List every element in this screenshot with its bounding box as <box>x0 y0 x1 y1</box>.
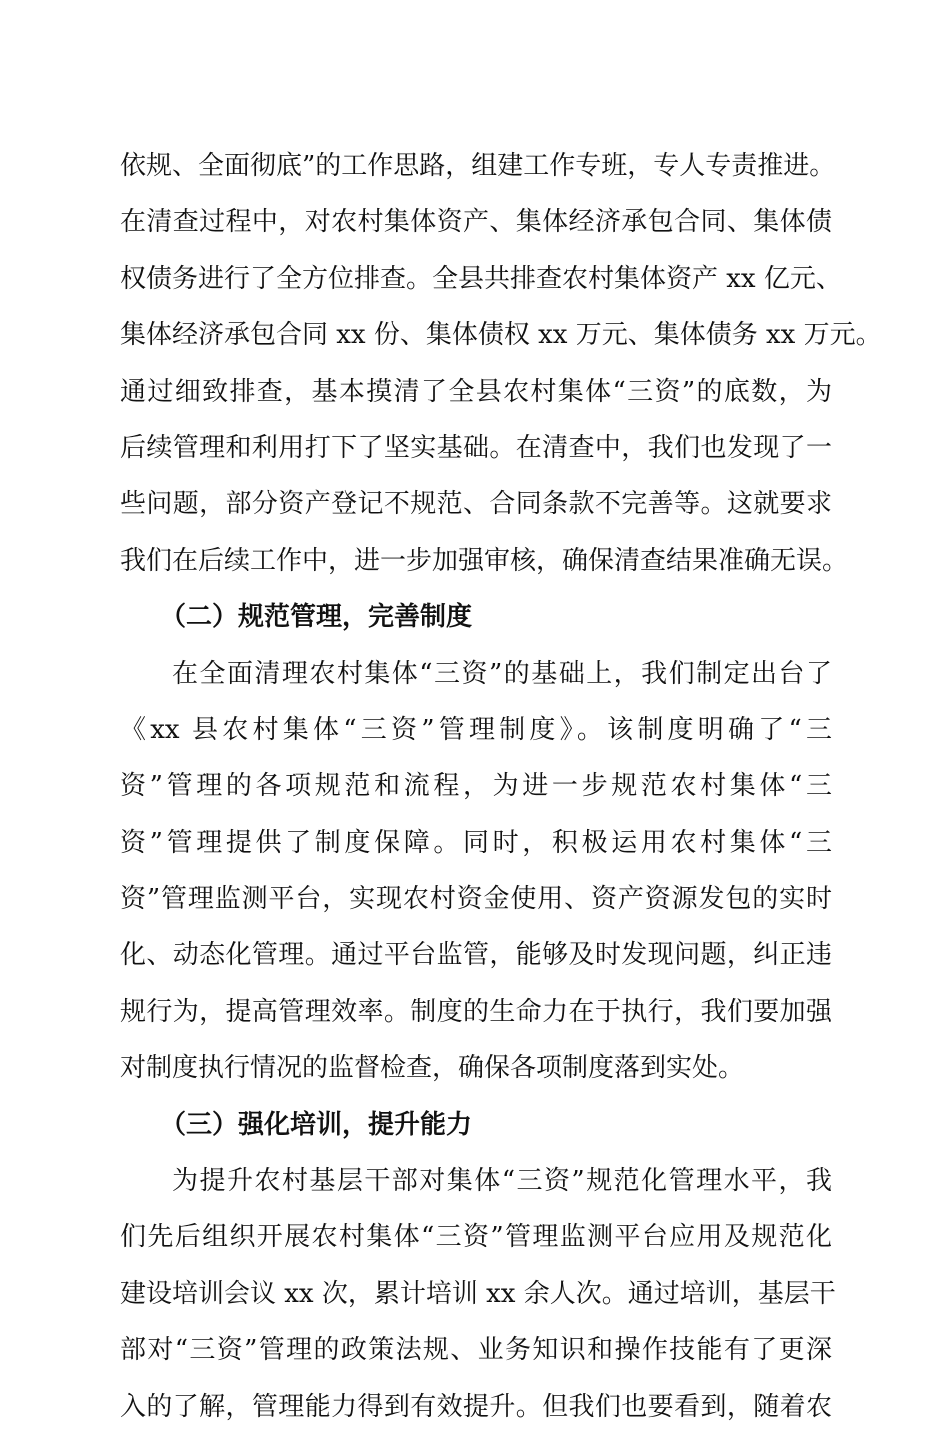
section-2 <box>120 589 832 1097</box>
paragraph-line: 为提升农村基层干部对集体“三资”规范化管理水平，我 <box>172 1166 832 1197</box>
section-3 <box>120 1097 836 1435</box>
section-heading: （二）规范管理，完善制度 <box>160 602 473 633</box>
paragraph-line: 建设培训会议 xx 次，累计培训 xx 余人次。通过培训，基层干 <box>120 1278 836 1309</box>
paragraph-line: 在清查过程中，对农村集体资产、集体经济承包合同、集体债 <box>120 207 832 238</box>
paragraph-line: 入的了解，管理能力得到有效提升。但我们也要看到，随着农 <box>120 1391 832 1422</box>
paragraph-line: 资”管理监测平台，实现农村资金使用、资产资源发包的实时 <box>120 884 832 915</box>
paragraph-line: 集体经济承包合同 xx 份、集体债权 xx 万元、集体债务 xx 万元。 <box>120 320 882 351</box>
paragraph-line: 权债务进行了全方位排查。全县共排查农村集体资产 xx 亿元、 <box>120 263 842 294</box>
paragraph-line: 部对“三资”管理的政策法规、业务知识和操作技能有了更深 <box>120 1335 832 1366</box>
paragraph-line: 们先后组织开展农村集体“三资”管理监测平台应用及规范化 <box>120 1222 832 1253</box>
section-heading: （三）强化培训，提升能力 <box>160 1109 473 1140</box>
paragraph-line: 资”管理提供了制度保障。同时，积极运用农村集体“三 <box>120 827 832 858</box>
paragraph-line: 些问题，部分资产登记不规范、合同条款不完善等。这就要求 <box>120 489 832 520</box>
document-body <box>120 138 882 1435</box>
paragraph-line: 资”管理的各项规范和流程，为进一步规范农村集体“三 <box>120 771 832 802</box>
paragraph-line: 对制度执行情况的监督检查，确保各项制度落到实处。 <box>120 1053 745 1084</box>
paragraph-line: 通过细致排查，基本摸清了全县农村集体“三资”的底数，为 <box>120 376 832 407</box>
section-1 <box>120 138 882 589</box>
paragraph-line: 规行为，提高管理效率。制度的生命力在于执行，我们要加强 <box>120 996 832 1027</box>
paragraph-line: 我们在后续工作中，进一步加强审核，确保清查结果准确无误。 <box>120 545 849 576</box>
paragraph-line: 依规、全面彻底”的工作思路，组建工作专班，专人专责推进。 <box>120 151 836 181</box>
paragraph-line: 《xx 县农村集体“三资”管理制度》。该制度明确了“三 <box>120 714 832 745</box>
paragraph-line: 化、动态化管理。通过平台监管，能够及时发现问题，纠正违 <box>120 940 832 971</box>
paragraph-line: 在全面清理农村集体“三资”的基础上，我们制定出台了 <box>172 658 832 689</box>
paragraph-line: 后续管理和利用打下了坚实基础。在清查中，我们也发现了一 <box>120 432 832 463</box>
